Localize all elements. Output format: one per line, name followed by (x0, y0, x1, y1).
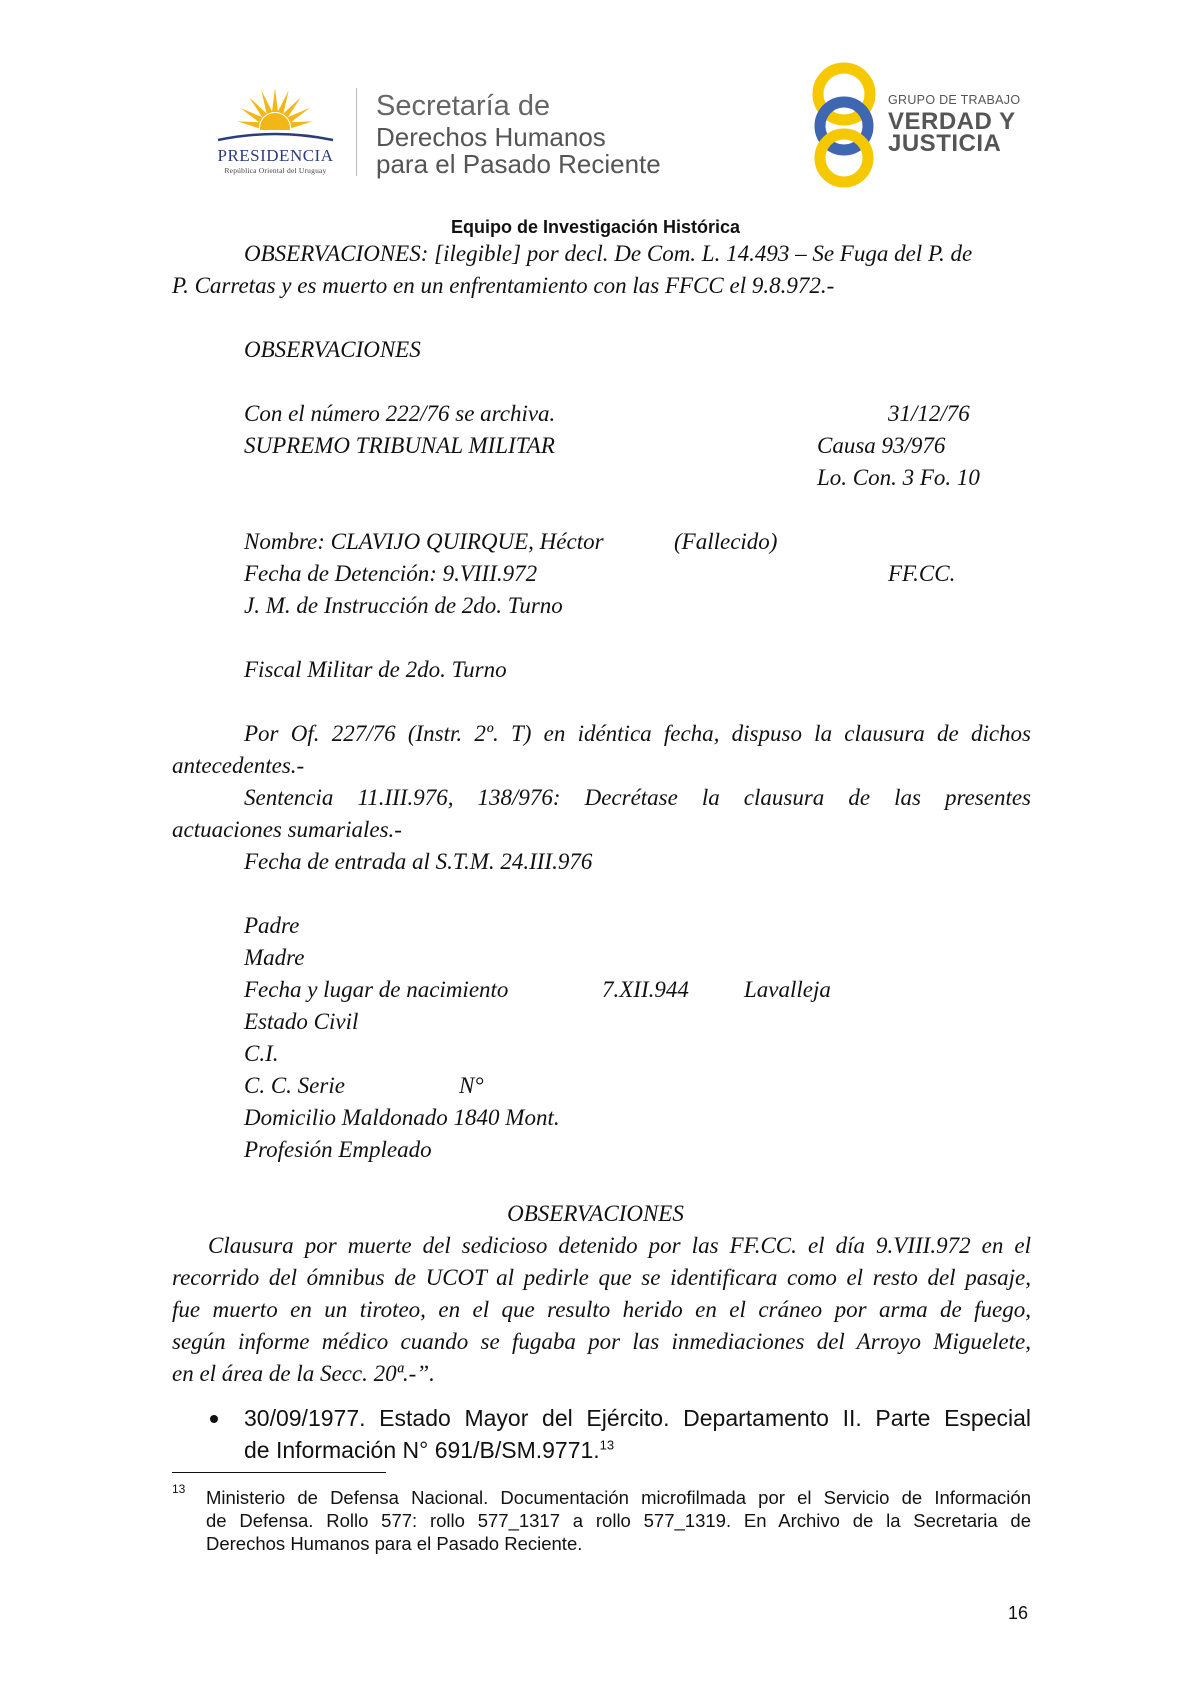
personal-estado-civil: Estado Civil (244, 1009, 359, 1034)
record-nombre: Nombre: CLAVIJO QUIRQUE, Héctor (244, 529, 604, 554)
sun-icon (198, 84, 353, 146)
personal-domicilio: Domicilio Maldonado 1840 Mont. (244, 1105, 560, 1130)
obs3-line-2: recorrido del ómnibus de UCOT al pedirle que se identificara como el resto del pasaje, (172, 1265, 1031, 1290)
secretaria-line-3: para el Pasado Reciente (376, 149, 661, 179)
archive-locon: Lo. Con. 3 Fo. 10 (817, 465, 980, 490)
obs3-line-4: según informe médico cuando se fugaba por las inmediaciones del Arroyo Miguelete, (172, 1329, 1031, 1354)
presidencia-subtitle: República Oriental del Uruguay (224, 166, 327, 175)
personal-nacimiento-fecha: 7.XII.944 (602, 977, 689, 1002)
obs3-line-3: fue muerto en un tiroteo, en el que resulto herido en el cráneo por arma de fuego, (172, 1297, 1031, 1322)
observaciones-heading-3: OBSERVACIONES (507, 1201, 684, 1226)
footnote-line-3: Derechos Humanos para el Pasado Reciente. (206, 1533, 583, 1554)
footnote-line-2: de Defensa. Rollo 577: rollo 577_1317 a rollo 577_1319. En Archivo de la Secretaria de (206, 1510, 1031, 1531)
personal-nacimiento-lugar: Lavalleja (744, 977, 831, 1002)
secretaria-line-2: Derechos Humanos (376, 122, 606, 152)
observaciones-heading-2: OBSERVACIONES (244, 337, 421, 362)
bullet-line-2 (244, 1434, 614, 1466)
footnote-number: 13 (172, 1482, 186, 1496)
archive-causa: Causa 93/976 (817, 433, 946, 458)
obs3-line-1: Clausura por muerte del sedicioso detenido por las FF.CC. el día 9.VIII.972 en el (208, 1233, 1031, 1258)
archive-left-2: SUPREMO TRIBUNAL MILITAR (244, 433, 555, 458)
record-ffcc: FF.CC. (888, 561, 956, 586)
record-fallecido: (Fallecido) (674, 529, 778, 554)
record-sentencia-line-2: actuaciones sumariales.- (172, 817, 402, 842)
record-por-of-line-1: Por Of. 227/76 (Instr. 2º. T) en idéntica fecha, dispuso la clausura de dichos (244, 721, 1031, 746)
presidencia-wordmark: PRESIDENCIA (217, 146, 334, 165)
obs1-line-1 (244, 238, 1031, 270)
obs3-line-5: en el área de la Secc. 20ª.-”. (172, 1361, 435, 1386)
record-fecha-detencion: Fecha de Detención: 9.VIII.972 (244, 561, 538, 586)
personal-madre: Madre (244, 945, 305, 970)
record-juez: J. M. de Instrucción de 2do. Turno (244, 593, 563, 618)
personal-nacimiento-label: Fecha y lugar de nacimiento (244, 977, 509, 1002)
footnote-ref-13[interactable]: 13 (599, 1437, 615, 1453)
page-number: 16 (1008, 1603, 1029, 1623)
archive-date: 31/12/76 (888, 401, 970, 426)
bullet-line-1: 30/09/1977. Estado Mayor del Ejército. Departamento II. Parte Especial (244, 1405, 1031, 1431)
grupo-trabajo-label: GRUPO DE TRABAJO (888, 93, 1021, 107)
personal-padre: Padre (244, 913, 300, 938)
presidencia-logo (198, 84, 353, 176)
personal-cc-serie: C. C. Serie (244, 1073, 345, 1098)
secretaria-line-1: Secretaría de (376, 90, 551, 122)
bullet-icon (210, 1415, 218, 1423)
justicia-label: JUSTICIA (888, 130, 1002, 157)
verdad-label: VERDAD Y (888, 108, 1016, 135)
archive-left-1: Con el número 222/76 se archiva. (244, 401, 556, 426)
record-sentencia-line-1: Sentencia 11.III.976, 138/976: Decrétase la clausura de las presentes (244, 785, 1031, 810)
bullet-line-2-text: de Información N° 691/B/SM.9771. (244, 1437, 600, 1463)
record-por-of-line-2: antecedentes.- (172, 753, 305, 778)
footnote-rule (172, 1472, 386, 1473)
obs1-text-1: OBSERVACIONES: [ilegible] por decl. De Com. L. 14.493 – Se Fuga del P. de (244, 241, 973, 266)
personal-ci: C.I. (244, 1041, 279, 1066)
logo-divider (356, 88, 357, 176)
footnote-line-1: Ministerio de Defensa Nacional. Documentación microfilmada por el Servicio de Información (206, 1487, 1031, 1508)
personal-profesion: Profesión Empleado (244, 1137, 432, 1162)
personal-cc-numero: N° (459, 1073, 484, 1098)
record-fecha-entrada: Fecha de entrada al S.T.M. 24.III.976 (244, 849, 593, 874)
team-title: Equipo de Investigación Histórica (450, 217, 741, 237)
record-fiscal: Fiscal Militar de 2do. Turno (244, 657, 507, 682)
obs1-line-2: P. Carretas y es muerto en un enfrentamiento con las FFCC el 9.8.972.- (172, 273, 835, 298)
